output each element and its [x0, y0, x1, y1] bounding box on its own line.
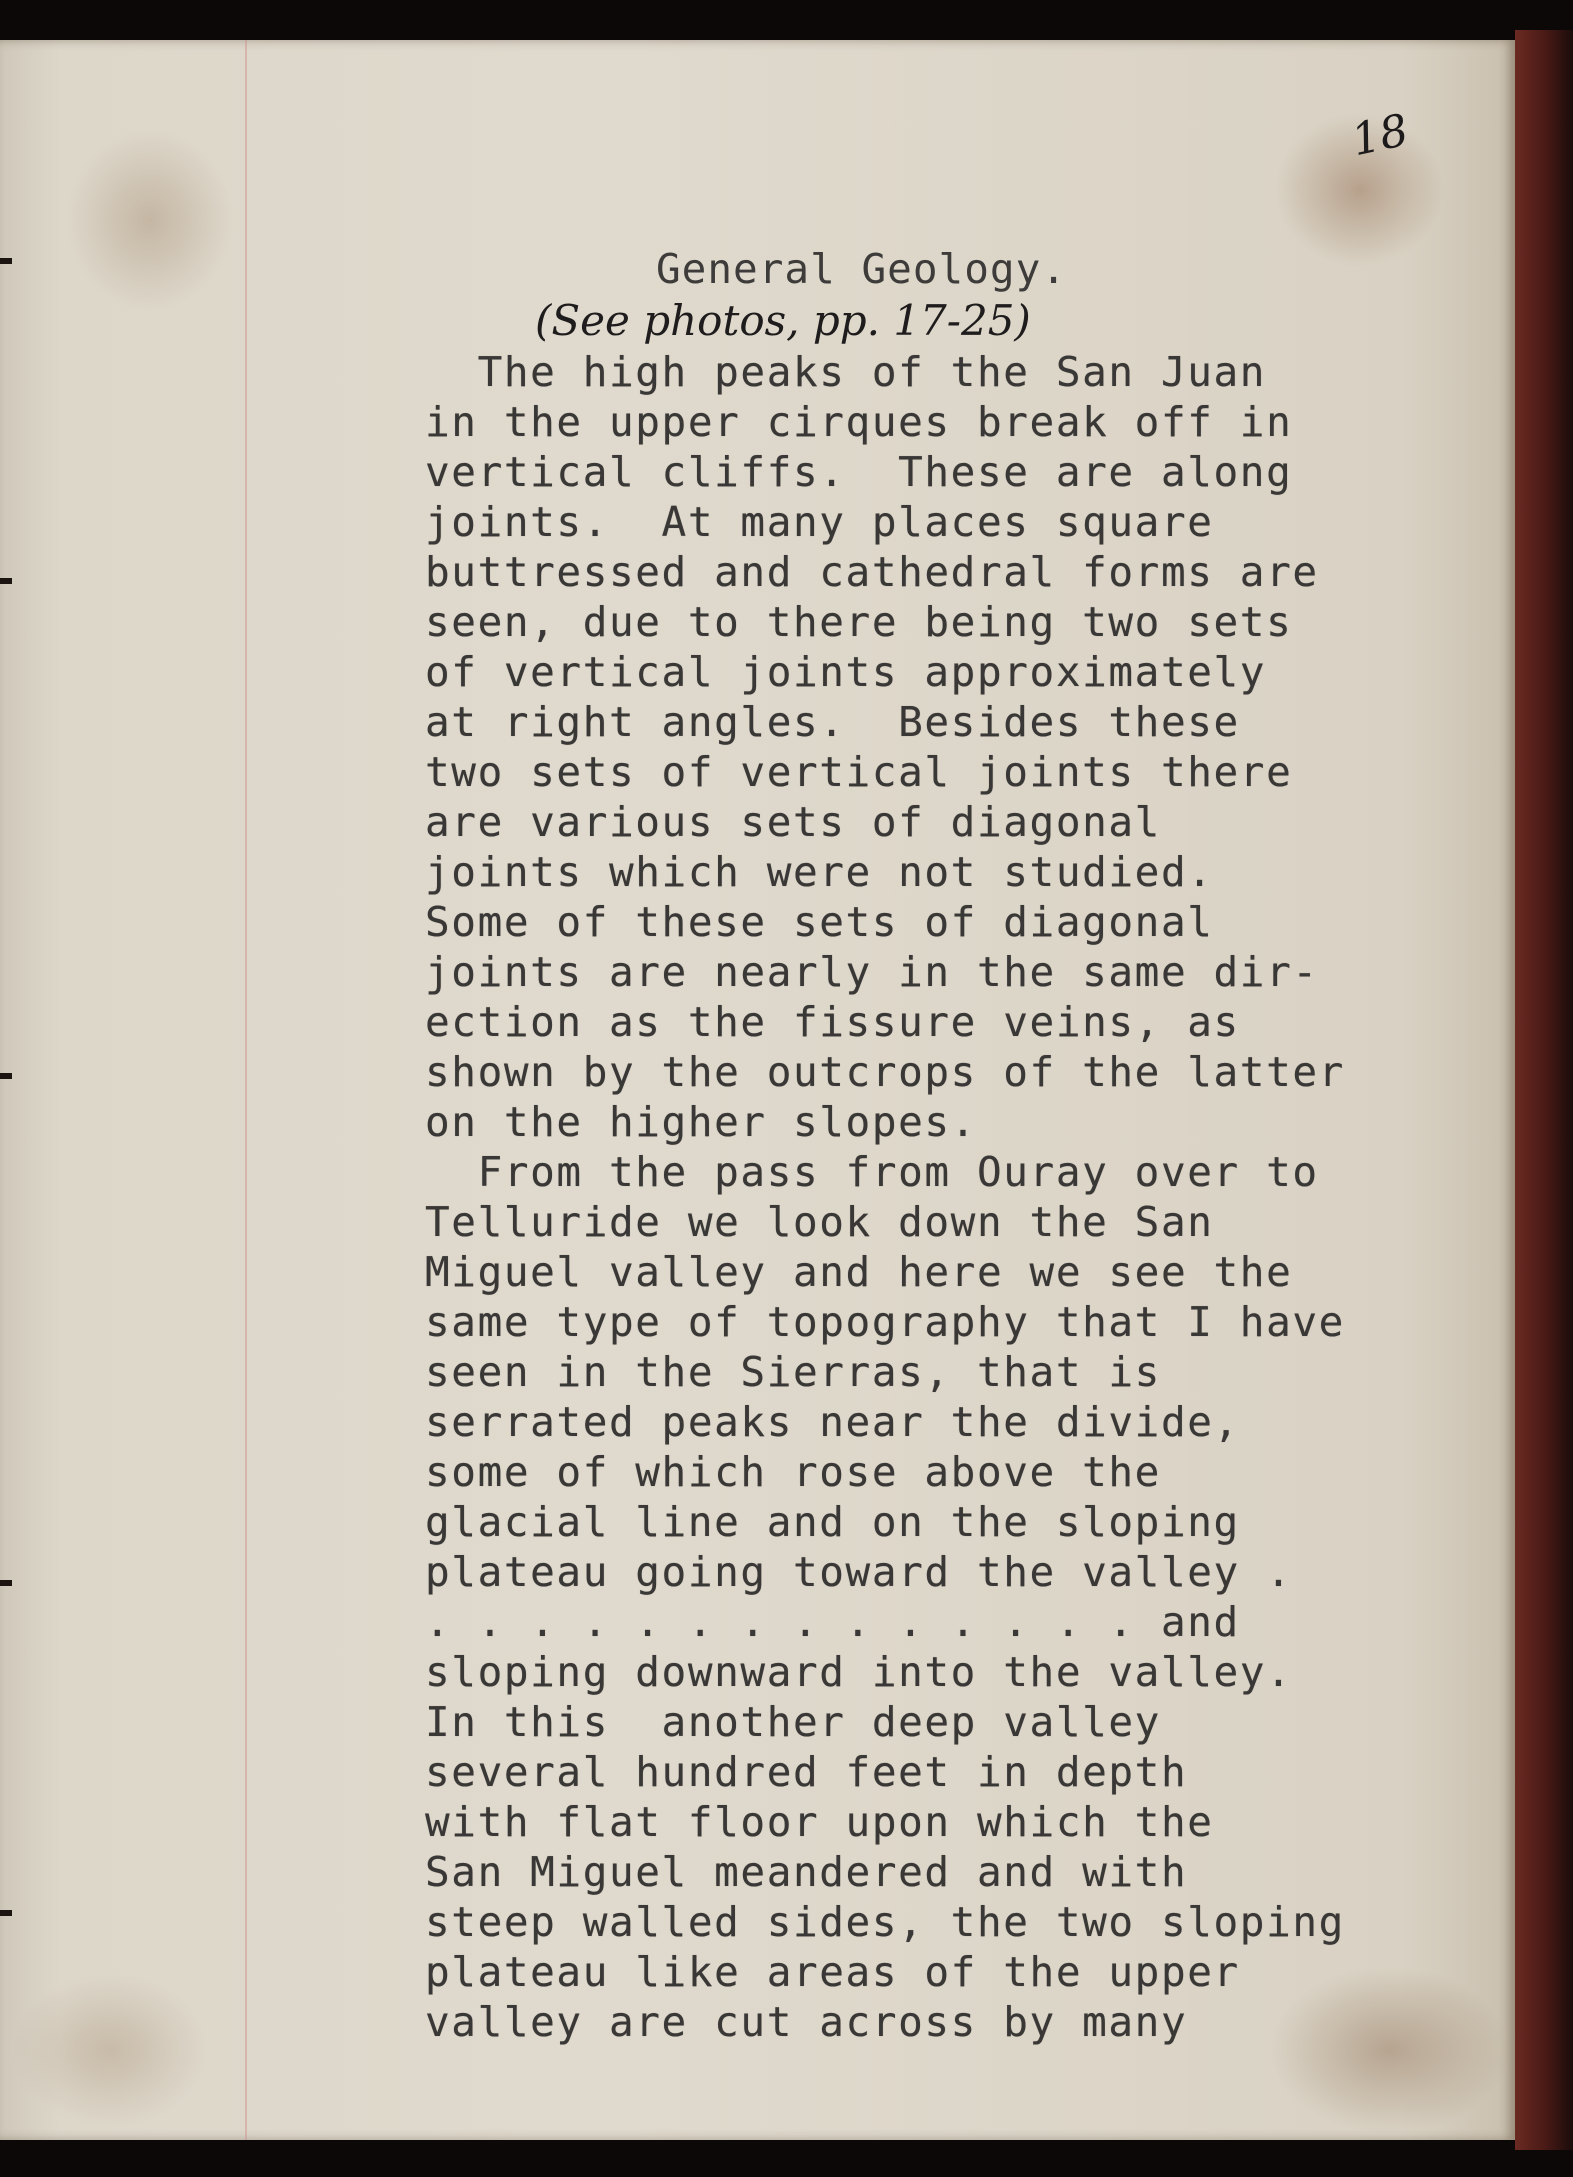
- text-line: buttressed and cathedral forms are: [425, 548, 1319, 596]
- text-line: Some of these sets of diagonal: [425, 898, 1214, 946]
- text-line: some of which rose above the: [425, 1448, 1161, 1496]
- page-edge-mark: [0, 1580, 12, 1586]
- text-line: in the upper cirques break off in: [425, 398, 1293, 446]
- margin-rule: [245, 40, 247, 2140]
- page-number: 18: [1347, 104, 1413, 167]
- text-line: sloping downward into the valley.: [425, 1648, 1293, 1696]
- page-edge-mark: [0, 258, 12, 264]
- text-line: ection as the fissure veins, as: [425, 998, 1240, 1046]
- page-edge-mark: [0, 1910, 12, 1916]
- text-line: San Miguel meandered and with: [425, 1848, 1188, 1896]
- text-line: at right angles. Besides these: [425, 698, 1240, 746]
- text-line: several hundred feet in depth: [425, 1748, 1188, 1796]
- text-line: In this another deep valley: [425, 1698, 1161, 1746]
- typed-body-text: [425, 347, 1505, 2047]
- text-line: are various sets of diagonal: [425, 798, 1161, 846]
- text-line: on the higher slopes.: [425, 1098, 977, 1146]
- text-line: serrated peaks near the divide,: [425, 1398, 1240, 1446]
- text-line: The high peaks of the San Juan: [425, 348, 1267, 396]
- text-line: valley are cut across by many: [425, 1998, 1188, 2046]
- text-line: Telluride we look down the San: [425, 1198, 1214, 1246]
- book-binding: [1515, 30, 1573, 2150]
- page-title: General Geology.: [656, 245, 1067, 293]
- text-line: seen, due to there being two sets: [425, 598, 1293, 646]
- text-line: joints. At many places square: [425, 498, 1214, 546]
- handwritten-annotation: (See photos, pp. 17-25): [535, 296, 1031, 345]
- text-line: of vertical joints approximately: [425, 648, 1267, 696]
- text-line: plateau like areas of the upper: [425, 1948, 1240, 1996]
- text-line: . . . . . . . . . . . . . . and: [425, 1598, 1240, 1646]
- text-line: Miguel valley and here we see the: [425, 1248, 1293, 1296]
- text-line: with flat floor upon which the: [425, 1798, 1214, 1846]
- text-line: From the pass from Ouray over to: [425, 1148, 1319, 1196]
- page-edge-mark: [0, 578, 12, 584]
- page-edge-mark: [0, 1073, 12, 1079]
- text-line: joints are nearly in the same dir-: [425, 948, 1319, 996]
- text-line: vertical cliffs. These are along: [425, 448, 1293, 496]
- text-line: joints which were not studied.: [425, 848, 1214, 896]
- text-line: same type of topography that I have: [425, 1298, 1345, 1346]
- text-line: shown by the outcrops of the latter: [425, 1048, 1345, 1096]
- text-line: steep walled sides, the two sloping: [425, 1898, 1345, 1946]
- text-line: plateau going toward the valley .: [425, 1548, 1293, 1596]
- text-line: seen in the Sierras, that is: [425, 1348, 1161, 1396]
- text-line: glacial line and on the sloping: [425, 1498, 1240, 1546]
- text-line: two sets of vertical joints there: [425, 748, 1293, 796]
